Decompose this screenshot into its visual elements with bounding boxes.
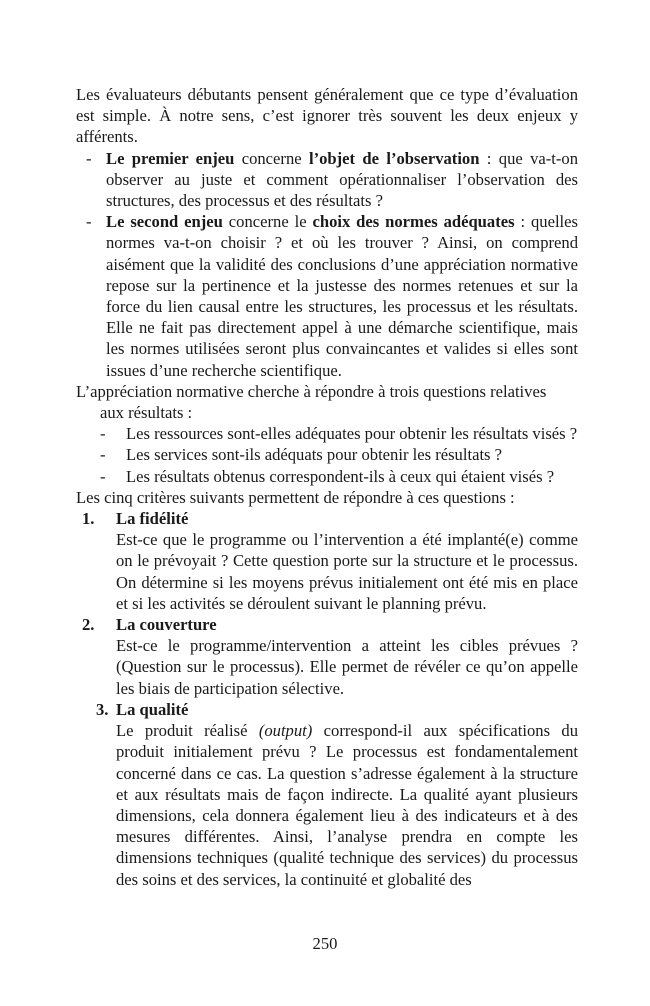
question-item-3 xyxy=(76,466,578,487)
questions-list xyxy=(76,423,578,487)
criterion-title: La qualité xyxy=(116,699,189,719)
criterion-2 xyxy=(76,614,578,699)
stake-item-2 xyxy=(76,211,578,381)
stakes-list xyxy=(76,148,578,381)
criterion-1 xyxy=(76,508,578,614)
dash-marker: - xyxy=(100,445,106,465)
stake-1-connector: concerne xyxy=(234,148,309,168)
criterion-body: Est-ce que le programme ou l’intervention a été implanté(e) comme on le prévoyait ? Cette question porte sur la structure et le processus. On détermine si les moyens prévus initialement ont été mis en place et si les activités se déroulent suivant le planning prévu. xyxy=(116,530,578,613)
question-text: Les résultats obtenus correspondent-ils à ceux qui étaient visés ? xyxy=(126,466,555,486)
stake-2-text: : quelles normes va-t-on choisir ? et où les trouver ? Ainsi, on comprend aisément que la validité des conclusions d’une appréciation normative repose sur la pertinence et la justesse des normes retenues et sur la force du lien causal entre les structures, les processus et les résultats. Elle ne fait pas directement appel à une démarche scientifique, mais les normes utilisées seront plus convaincantes et valides si elles sont issues d’une recherche scientifique. xyxy=(106,212,578,380)
intro-paragraph: Les évaluateurs débutants pensent généralement que ce type d’évaluation est simple. À notre sens, c’est ignorer très souvent les deux enjeux y afférents. xyxy=(76,85,578,147)
dash-marker: - xyxy=(100,424,106,444)
dash-marker: - xyxy=(86,212,92,232)
criterion-body-start: Le produit réalisé xyxy=(116,721,259,741)
criterion-3 xyxy=(76,699,578,890)
stake-item-1 xyxy=(76,148,578,212)
question-item-1 xyxy=(76,423,578,444)
page-content xyxy=(76,84,578,890)
stake-1-text: : que va-t-on observer au juste et comment opérationnaliser l’observation des structures, des processus et des résultats ? xyxy=(106,148,578,211)
output-term: (output) xyxy=(258,721,313,741)
dash-marker: - xyxy=(100,466,106,486)
page-number: 250 xyxy=(312,934,338,953)
criterion-body xyxy=(116,720,578,890)
questions-intro-line-2: aux résultats : xyxy=(100,403,193,423)
criterion-body: Est-ce le programme/intervention a atteint les cibles prévues ? (Question sur le processus). Elle permet de révéler ce qu’on appelle les biais de participation sélective. xyxy=(116,636,578,698)
stake-2-label: Le second enjeu xyxy=(106,212,223,232)
dash-marker: - xyxy=(86,148,92,168)
criterion-number: 1. xyxy=(82,509,95,529)
stake-1-topic: l’objet de l’observation xyxy=(308,148,480,168)
criterion-body-rest: correspond-il aux spécifications du produit initialement prévu ? Le processus est fondamentalement concerné dans ce cas. La question s’adresse également à la structure et aux résultats mais de façon indirecte. La qualité ayant plusieurs dimensions, cela donnera également lieu à des indicateurs et à des mesures différentes. Ainsi, l’analyse prendra en compte les dimensions techniques (qualité technique des services) du processus des soins et des services, la continuité et globalité des xyxy=(116,721,578,889)
question-text: Les services sont-ils adéquats pour obtenir les résultats ? xyxy=(126,445,503,465)
questions-intro-line-1: L’appréciation normative cherche à répondre à trois questions relatives xyxy=(76,381,547,401)
criterion-title: La fidélité xyxy=(116,509,189,529)
criteria-intro: Les cinq critères suivants permettent de répondre à ces questions : xyxy=(76,487,515,507)
criterion-number: 2. xyxy=(82,615,95,635)
stake-2-connector: concerne le xyxy=(222,212,313,232)
stake-1-label: Le premier enjeu xyxy=(106,148,235,168)
criterion-number: 3. xyxy=(96,699,109,719)
question-text: Les ressources sont-elles adéquates pour obtenir les résultats visés ? xyxy=(126,424,578,444)
criterion-title: La couverture xyxy=(116,615,217,635)
stake-2-topic: choix des normes adéquates xyxy=(312,212,515,232)
question-item-2 xyxy=(76,444,578,465)
